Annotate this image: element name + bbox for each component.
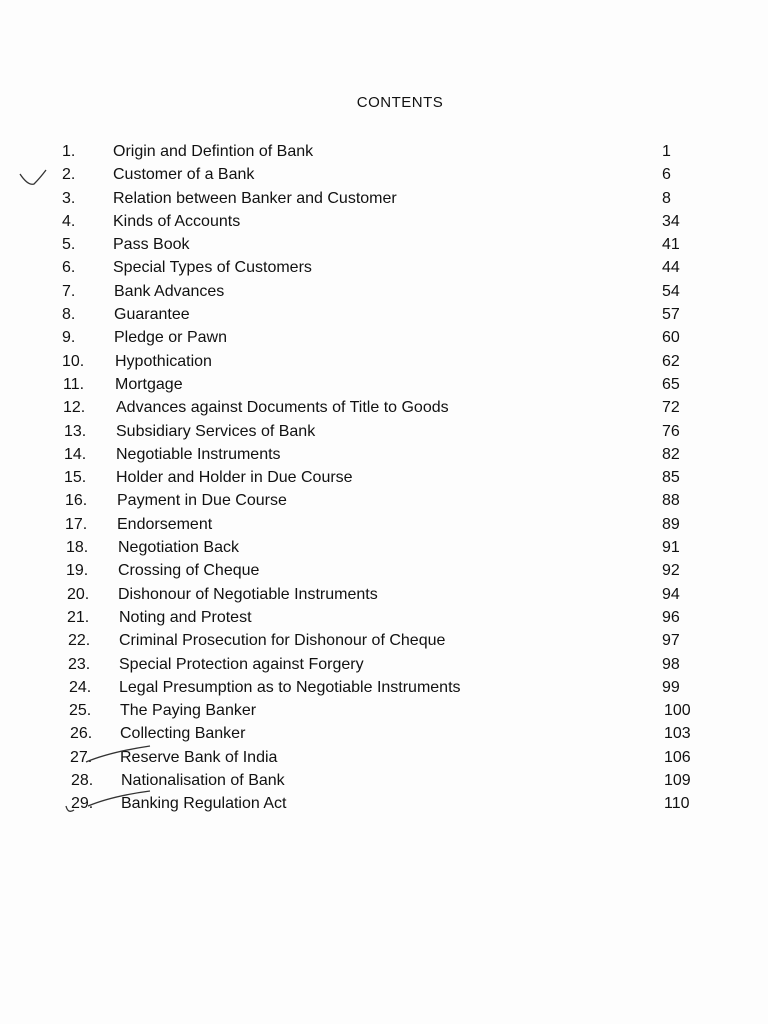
entry-title: Holder and Holder in Due Course [116, 469, 353, 487]
entry-number: 25. [69, 702, 92, 720]
entry-title: Endorsement [117, 515, 213, 533]
toc-entry [0, 583, 768, 606]
entry-number: 27. [70, 748, 93, 766]
entry-number: 1. [62, 143, 76, 160]
entry-page: 60 [662, 329, 680, 347]
toc-entry [0, 233, 768, 256]
entry-number: 14. [64, 445, 87, 463]
entry-page: 1 [662, 143, 671, 160]
entry-title: Special Types of Customers [113, 259, 312, 277]
entry-page: 103 [664, 725, 691, 743]
entry-title: Banking Regulation Act [121, 795, 287, 813]
toc-entry [0, 629, 768, 652]
entry-title: Mortgage [115, 375, 183, 393]
entry-number: 15. [64, 469, 87, 487]
toc-entry [0, 350, 768, 373]
entry-page: 96 [662, 608, 680, 626]
entry-number: 18. [66, 539, 89, 557]
entry-page: 88 [662, 492, 680, 510]
entry-number: 20. [67, 585, 90, 603]
entry-title: Negotiable Instruments [116, 445, 281, 463]
entry-number: 4. [62, 212, 76, 230]
entry-page: 97 [662, 632, 680, 650]
entry-page: 98 [662, 655, 680, 673]
toc-entry [0, 303, 768, 326]
entry-page: 44 [662, 259, 680, 277]
entry-title: Reserve Bank of India [120, 748, 278, 766]
entry-page: 65 [662, 375, 680, 393]
toc-entry [0, 187, 768, 210]
toc-entry [0, 536, 768, 559]
entry-title: Criminal Prosecution for Dishonour of Cheque [119, 632, 446, 650]
entry-number: 26. [70, 725, 93, 743]
entry-title: Noting and Protest [119, 608, 252, 626]
entry-number: 2. [62, 166, 76, 184]
entry-title: Subsidiary Services of Bank [116, 422, 316, 440]
entry-number: 10. [62, 352, 85, 370]
toc-entry [0, 653, 768, 676]
toc-entry [0, 373, 768, 396]
entry-page: 85 [662, 469, 680, 487]
entry-number: 21. [67, 608, 90, 626]
entry-title: Dishonour of Negotiable Instruments [118, 585, 378, 603]
entry-title: The Paying Banker [120, 702, 257, 720]
toc-entry [0, 256, 768, 279]
entry-title: Pass Book [113, 236, 190, 254]
entry-title: Payment in Due Course [117, 492, 287, 510]
entry-title: Advances against Documents of Title to Goods [116, 399, 449, 417]
entry-title: Pledge or Pawn [114, 329, 227, 347]
entry-page: 41 [662, 236, 680, 254]
entry-page: 57 [662, 306, 680, 324]
entry-page: 54 [662, 282, 680, 300]
toc-entry [0, 606, 768, 629]
toc-entry [0, 443, 768, 466]
entry-number: 9. [62, 329, 76, 347]
entry-page: 92 [662, 562, 680, 580]
entry-number: 7. [62, 282, 76, 300]
entry-number: 5. [62, 236, 76, 254]
entry-number: 28. [71, 772, 94, 790]
toc-entry [0, 396, 768, 419]
entry-page: 34 [662, 212, 680, 230]
entry-title: Special Protection against Forgery [119, 655, 364, 673]
entry-page: 8 [662, 189, 671, 207]
entry-page: 76 [662, 422, 680, 440]
toc-entry [0, 489, 768, 512]
toc-entry [0, 326, 768, 349]
entry-title: Collecting Banker [120, 725, 246, 743]
entry-number: 11. [63, 375, 85, 393]
toc-entry [0, 466, 768, 489]
toc-entry [0, 769, 768, 792]
entry-title: Legal Presumption as to Negotiable Instruments [119, 678, 461, 696]
toc-entry [0, 420, 768, 443]
entry-title: Kinds of Accounts [113, 212, 241, 230]
entry-number: 22. [68, 632, 91, 650]
entry-page: 100 [664, 702, 691, 720]
entry-number: 17. [65, 515, 88, 533]
toc-entry [0, 210, 768, 233]
entry-title: Crossing of Cheque [118, 562, 260, 580]
entry-page: 94 [662, 585, 680, 603]
entry-title: Nationalisation of Bank [121, 772, 285, 790]
toc-entry [0, 792, 768, 815]
entry-number: 23. [68, 655, 91, 673]
entry-number: 19. [66, 562, 89, 580]
entry-page: 72 [662, 399, 680, 417]
toc-list [0, 140, 768, 816]
entry-title: Relation between Banker and Customer [113, 189, 397, 207]
toc-entry [0, 140, 768, 163]
entry-title: Bank Advances [114, 282, 225, 300]
entry-page: 99 [662, 678, 680, 696]
toc-entry [0, 559, 768, 582]
toc-entry [0, 676, 768, 699]
entry-number: 13. [64, 422, 87, 440]
entry-number: 8. [62, 306, 76, 324]
toc-entry [0, 280, 768, 303]
entry-page: 82 [662, 445, 680, 463]
entry-page: 62 [662, 352, 680, 370]
entry-page: 89 [662, 515, 680, 533]
entry-title: Hypothication [115, 352, 212, 370]
entry-title: Negotiation Back [118, 539, 239, 557]
entry-number: 29. [71, 795, 94, 813]
entry-title: Customer of a Bank [113, 166, 255, 184]
entry-number: 6. [62, 259, 76, 277]
toc-entry [0, 513, 768, 536]
entry-title: Origin and Defintion of Bank [113, 143, 314, 160]
entry-page: 91 [662, 539, 680, 557]
page-title: CONTENTS [356, 94, 444, 111]
toc-entry [0, 699, 768, 722]
entry-page: 110 [664, 795, 690, 813]
entry-page: 6 [662, 166, 671, 184]
entry-number: 24. [69, 678, 92, 696]
entry-title: Guarantee [114, 306, 190, 324]
entry-number: 16. [65, 492, 88, 510]
toc-entry [0, 722, 768, 745]
entry-number: 3. [62, 189, 76, 207]
entry-number: 12. [63, 399, 86, 417]
entry-page: 106 [664, 748, 691, 766]
toc-entry [0, 163, 768, 186]
entry-page: 109 [664, 772, 691, 790]
toc-entry [0, 746, 768, 769]
